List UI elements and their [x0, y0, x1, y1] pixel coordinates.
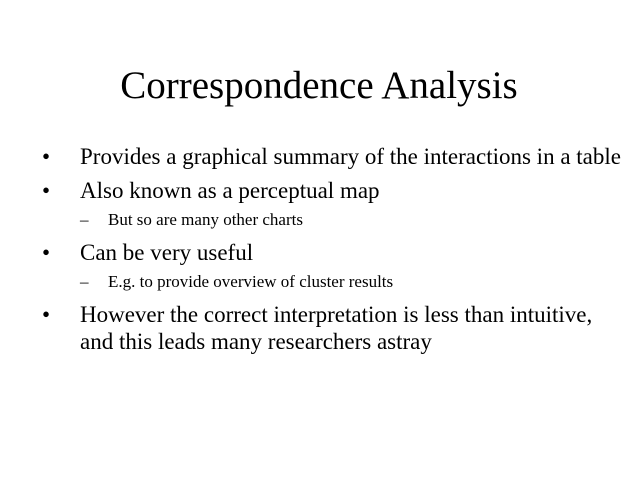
bullet-text: Can be very useful — [80, 240, 254, 265]
bullet-text: However the correct interpretation is less than intuitive, and this leads many researchers astray — [80, 302, 593, 354]
sub-bullet-item-2 — [42, 271, 622, 293]
dash-icon: – — [80, 210, 89, 229]
sub-bullet-text: E.g. to provide overview of cluster results — [108, 272, 394, 291]
bullet-item-1 — [42, 143, 622, 170]
bullet-dot-icon: • — [42, 144, 51, 169]
bullet-text: Also known as a perceptual map — [80, 178, 380, 203]
bullet-text: Provides a graphical summary of the interactions in a table — [80, 144, 621, 169]
bullet-item-4 — [42, 301, 622, 355]
bullet-dot-icon: • — [42, 302, 51, 327]
dash-icon: – — [80, 272, 89, 291]
sub-bullet-text: But so are many other charts — [108, 210, 303, 229]
sub-bullet-item-1 — [42, 209, 622, 231]
bullet-item-2 — [42, 177, 622, 204]
bullet-dot-icon: • — [42, 240, 51, 265]
bullet-list — [42, 143, 622, 362]
bullet-dot-icon: • — [42, 178, 51, 203]
bullet-item-3 — [42, 239, 622, 266]
slide-title: Correspondence Analysis — [120, 64, 518, 107]
